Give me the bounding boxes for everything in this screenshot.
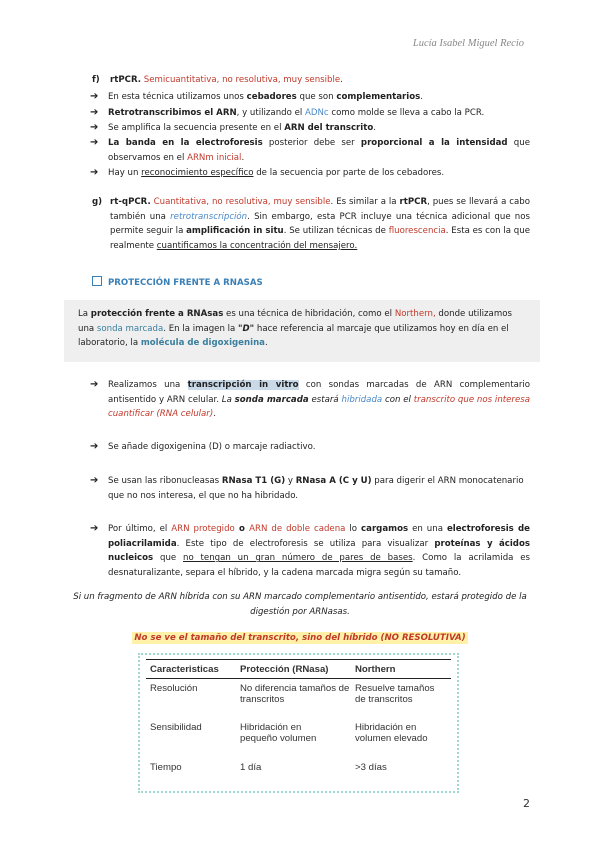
section-f-title: rtPCR. Semicuantitativa, no resolutiva, muy sensible.	[110, 75, 343, 85]
section-g-label: g)	[92, 197, 103, 207]
table-cell: 1 día	[240, 762, 262, 773]
table-header-cell: Northern	[355, 664, 396, 675]
arrow-icon: ➔	[90, 122, 99, 133]
section-f-label: f)	[92, 75, 100, 85]
highlight-note: No se ve el tamaño del transcrito, sino del híbrido (NO RESOLUTIVA)	[134, 633, 466, 643]
checkbox-square-icon	[92, 276, 102, 286]
section-g-paragraph: rt-qPCR. Cuantitativa, no resolutiva, muy sensible. Es similar a la rtPCR, pues se llevará a cabo también una retrotranscripción. Sin embargo, esta PCR incluye una técnica adicional que nos permite seguir la amplificación in situ. Se utilizan técnicas de fluorescencia. Esta es con la que realmente cuantificamos la concentración del mensajero.	[110, 197, 530, 251]
highlight-note-wrap	[0, 625, 600, 644]
bullet-f-1: En esta técnica utilizamos unos cebadores que son complementarios.	[108, 92, 423, 102]
arrow-icon: ➔	[90, 523, 99, 534]
table-header-cell: Caracteristicas	[150, 664, 219, 675]
section-heading-protection: PROTECCIÓN FRENTE A RNASAS	[92, 276, 263, 288]
table-cell: No diferencia tamaños de transcritos	[240, 683, 350, 705]
intro-paragraph: La protección frente a RNAsas es una técnica de hibridación, como el Northern, donde utilizamos una sonda marcada. En la imagen la "D" hace referencia al marcaje que utilizamos hoy en día en el laboratorio, la molécula de digoxigenina.	[78, 309, 512, 349]
bullet-f-2: Retrotranscribimos el ARN, y utilizando el ADNc como molde se lleva a cabo la PCR.	[108, 108, 485, 118]
arrow-icon: ➔	[90, 91, 99, 102]
bullet-f-5: Hay un reconocimiento específico de la secuencia por parte de los cebadores.	[108, 168, 445, 178]
italic-caption: Si un fragmento de ARN híbrida con su ARN marcado complementario antisentido, estará protegido de la digestión por ARNasas.	[73, 592, 527, 617]
table-cell: Sensibilidad	[150, 722, 202, 733]
protection-bullet-1: Realizamos una transcripción in vitro con sondas marcadas de ARN complementario antisentido y ARN celular. La sonda marcada estará hibridada con el transcrito que nos interesa cuantificar (RNA celular).	[108, 380, 531, 420]
protection-bullet-2: Se añade digoxigenina (D) o marcaje radiactivo.	[108, 442, 316, 452]
arrow-icon: ➔	[90, 441, 99, 452]
author-header: Lucía Isabel Miguel Recio	[412, 38, 524, 49]
table-cell: Hibridación en volumen elevado	[355, 722, 428, 744]
arrow-icon: ➔	[90, 107, 99, 118]
table-cell: Resolución	[150, 683, 198, 694]
table-header-cell: Protección (RNasa)	[240, 664, 329, 675]
table-cell: Tiempo	[150, 762, 182, 773]
table-header-rule	[146, 678, 451, 679]
table-cell: Hibridación en pequeño volumen	[240, 722, 317, 744]
rtpcr-subtitle: Semicuantitativa, no resolutiva, muy sensible	[143, 75, 341, 85]
table-cell: Resuelve tamaños de transcritos	[355, 683, 435, 705]
comparison-table	[138, 653, 459, 793]
protection-bullet-4: Por último, el ARN protegido o ARN de doble cadena lo cargamos en una electroforesis de poliacrilamida. Este tipo de electroforesis se utiliza para visualizar proteínas y ácidos nucleicos que no tengan un gran número de pares de bases. Como la acrilamida es desnaturalizante, separa el híbrido, y la cadena marcada migra según su tamaño.	[108, 524, 531, 578]
bullet-f-3: Se amplifica la secuencia presente en el ARN del transcrito.	[108, 123, 376, 133]
protection-bullet-3: Se usan las ribonucleasas RNasa T1 (G) y RNasa A (C y U) para digerir el ARN monocatenario que no nos interesa, el que no ha hibridado.	[108, 476, 524, 501]
table-top-rule	[146, 659, 451, 660]
arrow-icon: ➔	[90, 379, 99, 390]
arrow-icon: ➔	[90, 137, 99, 148]
table-cell: >3 días	[355, 762, 387, 773]
arrow-icon: ➔	[90, 167, 99, 178]
bullet-f-4: La banda en la electroforesis posterior debe ser proporcional a la intensidad que observamos en el ARNm inicial.	[108, 138, 530, 163]
page-number: 2	[523, 797, 530, 810]
arrow-icon: ➔	[90, 475, 99, 486]
rtpcr-title: rtPCR.	[110, 75, 141, 85]
